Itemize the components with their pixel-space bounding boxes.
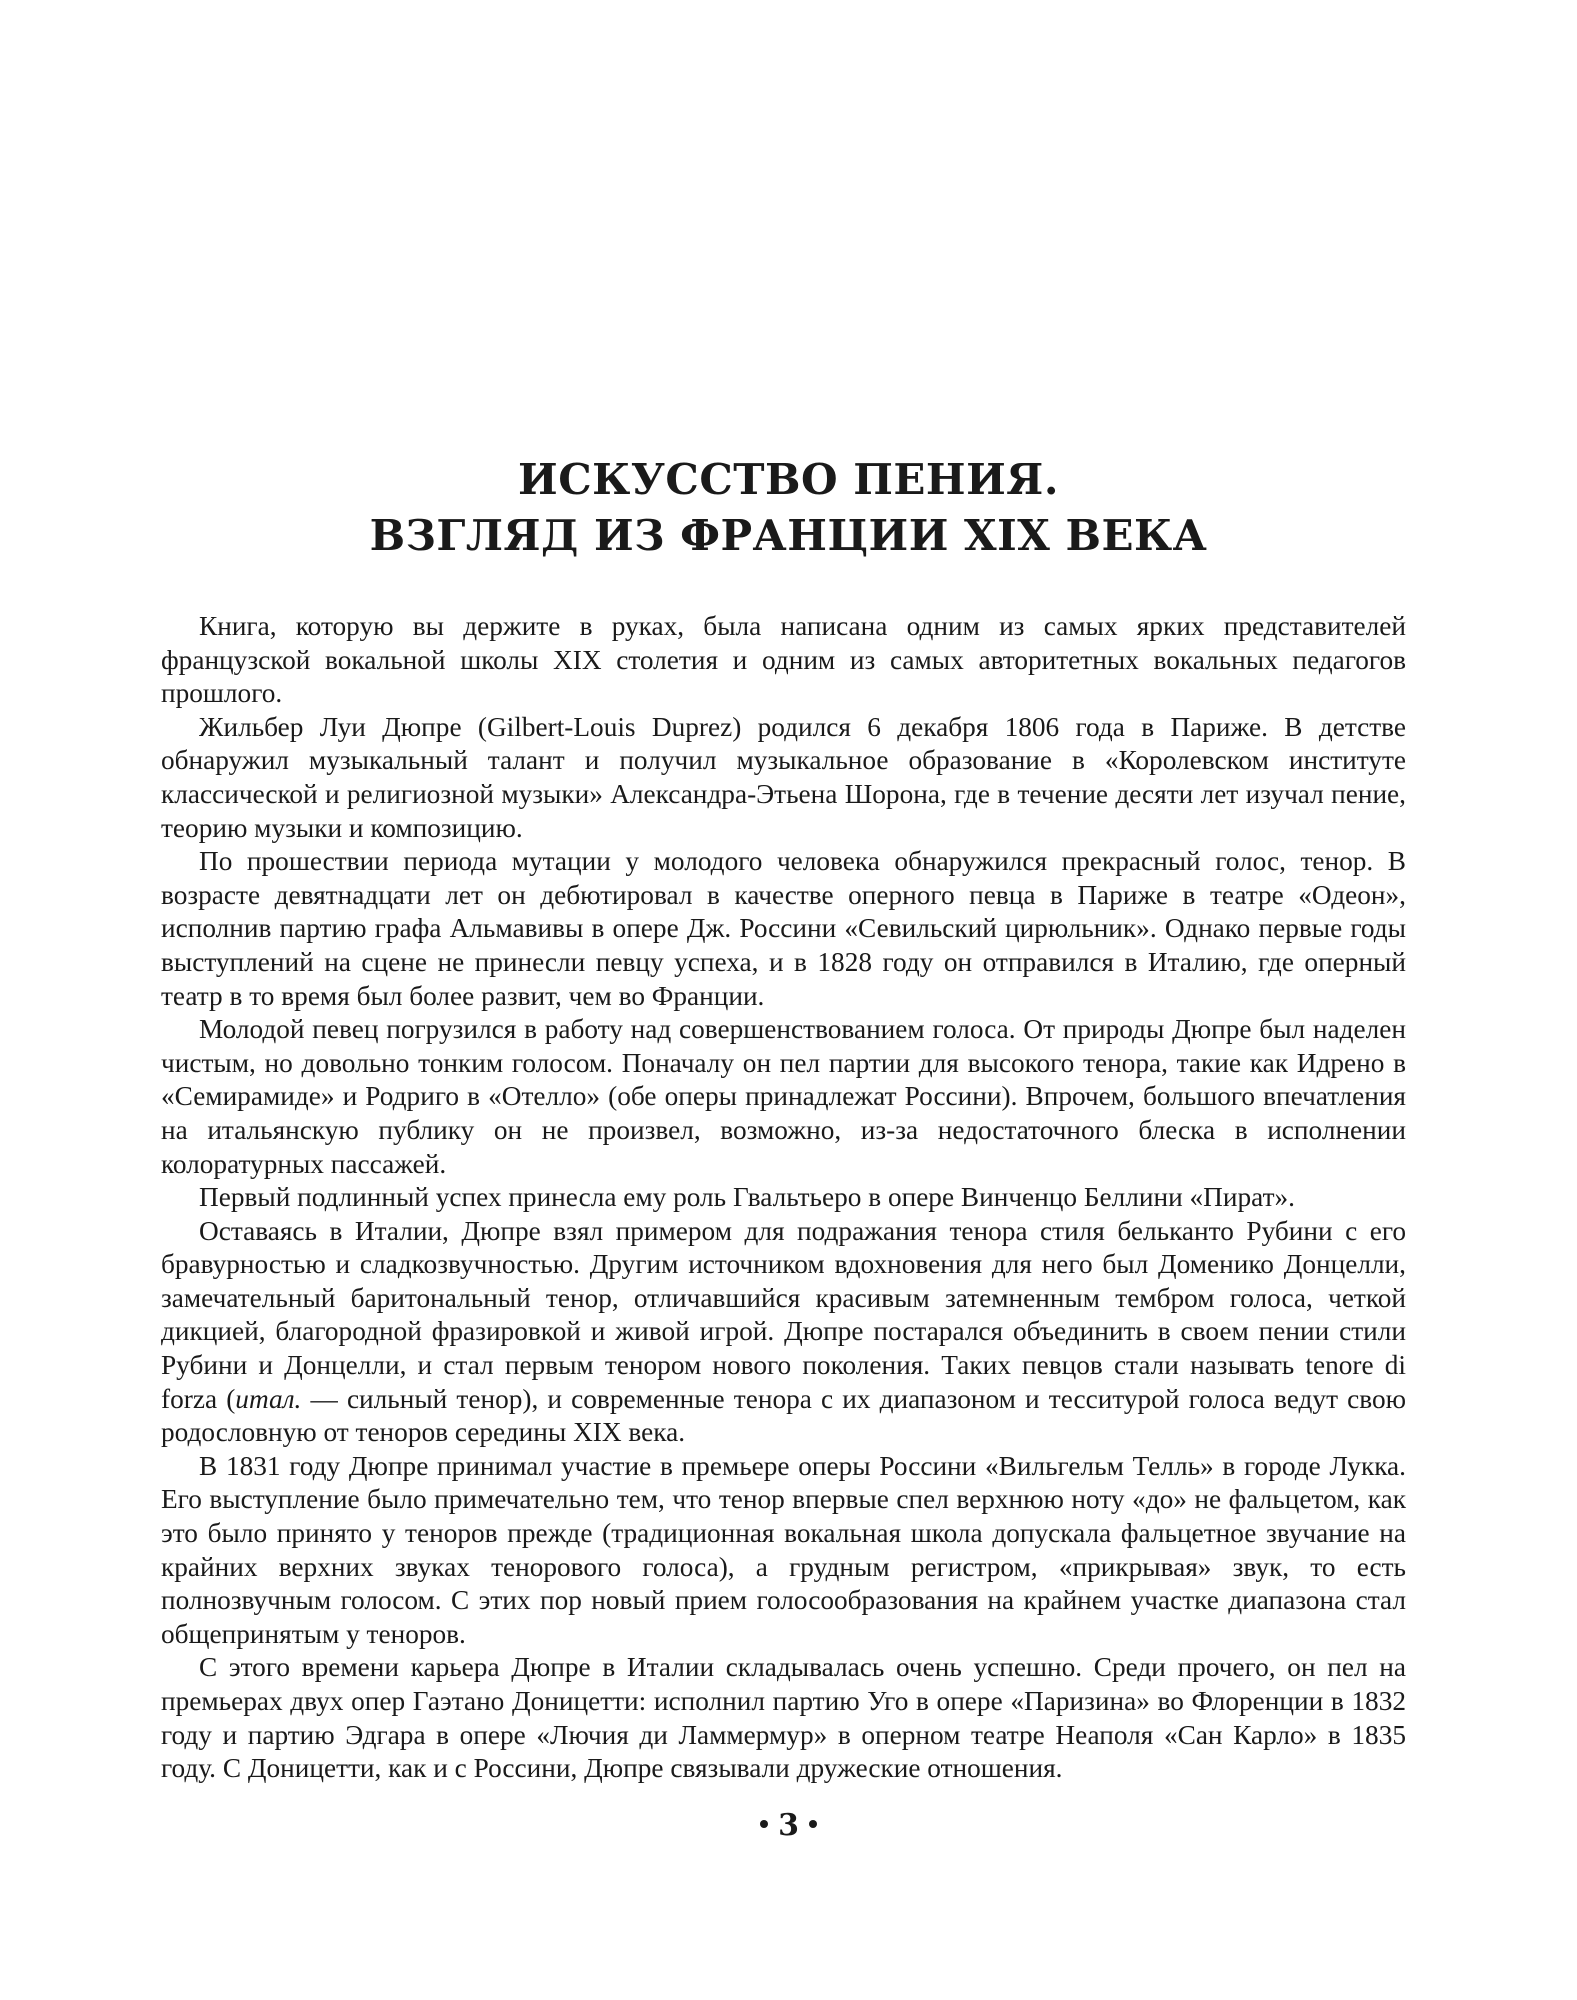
paragraph-intro: Книга, которую вы держите в руках, была написана одним из самых ярких представителей французской вокальной школы XIX столетия и одним из самых авторитетных вокальных педагогов прошлого.	[161, 611, 1406, 709]
paragraph-influences-part-2: — сильный тенор), и современные тенора с их диапазоном и тесситурой голоса ведут свою родословную от теноров середины XIX века.	[161, 1383, 1406, 1448]
paragraph-donizetti: С этого времени карьера Дюпре в Италии складывалась очень успешно. Среди прочего, он пел на премьерах двух опер Гаэтано Доницетти: исполнил партию Уго в опере «Паризина» во Флоренции в 1832 году и партию Эдгара в опере «Лючия ди Ламмермур» в оперном театре Неаполя «Сан Карло» в 1835 году. С Доницетти, как и с Россини, Дюпре связывали дружеские отношения.	[161, 1652, 1406, 1784]
chapter-title-line-1: ИСКУССТВО ПЕНИЯ.	[518, 455, 1059, 504]
chapter-title-line-2: ВЗГЛЯД ИЗ ФРАНЦИИ XIX ВЕКА	[369, 511, 1208, 560]
paragraph-wilhelm-tell: В 1831 году Дюпре принимал участие в премьере оперы Россини «Вильгельм Телль» в городе Лукка. Его выступление было примечательно тем, что тенор впервые спел верхнюю ноту «до» не фальцетом, как это было принято у теноров прежде (традиционная вокальная школа допускала фальцетное звучание на крайних верхних звуках тенорового голоса), а грудным регистром, «прикрывая» звук, то есть полнозвучным голосом. С этих пор новый прием голосообразования на крайнем участке диапазона стал общепринятым у теноров.	[161, 1450, 1406, 1649]
paragraph-influences-italic: итал.	[235, 1383, 302, 1414]
paragraph-biography: Жильбер Луи Дюпре (Gilbert-Louis Duprez) родился 6 декабря 1806 года в Париже. В детстве обнаружил музыкальный талант и получил музыкальное образование в «Королевском институте классической и религиозной музыки» Александра-Этьена Шорона, где в течение десяти лет изучал пение, теорию музыки и композицию.	[161, 711, 1406, 843]
paragraph-debut: По прошествии периода мутации у молодого человека обнаружился прекрасный голос, тенор. В возрасте девятнадцати лет он дебютировал в качестве оперного певца в Париже в театре «Одеон», исполнив партию графа Альмавивы в опере Дж. Россини «Севильский цирюльник». Однако первые годы выступлений на сцене не принесли певцу успеха, и в 1828 году он отправился в Италию, где оперный театр в то время был более развит, чем во Франции.	[161, 846, 1406, 1011]
chapter-title	[0, 452, 1577, 564]
body-text	[161, 610, 1406, 1786]
paragraph-voice-work: Молодой певец погрузился в работу над совершенствованием голоса. От природы Дюпре был наделен чистым, но довольно тонким голосом. Поначалу он пел партии для высокого тенора, такие как Идрено в «Семирамиде» и Родриго в «Отелло» (обе оперы принадлежат Россини). Впрочем, большого впечатления на итальянскую публику он не произвел, возможно, из-за недостаточного блеска в исполнении колоратурных пассажей.	[161, 1014, 1406, 1179]
paragraph-influences-part-1: Оставаясь в Италии, Дюпре взял примером для подражания тенора стиля бельканто Рубини с его бравурностью и сладкозвучностью. Другим источником вдохновения для него был Доменико Донцелли, замечательный баритональный тенор, отличавшийся красивым затемненным тембром голоса, четкой дикцией, благородной фразировкой и живой игрой. Дюпре постарался объединить в своем пении стили Рубини и Донцелли, и стал первым тенором нового поколения. Таких певцов стали называть tenore di forza (	[161, 1215, 1406, 1414]
bullet-dot-right-icon	[809, 1820, 817, 1828]
page-number: 3	[778, 1808, 799, 1843]
paragraph-first-success: Первый подлинный успех принесла ему роль Гвальтьеро в опере Винченцо Беллини «Пират».	[199, 1182, 1295, 1213]
bullet-dot-left-icon	[760, 1820, 768, 1828]
paragraph-influences	[161, 1215, 1406, 1450]
page-footer	[0, 1806, 1577, 1846]
